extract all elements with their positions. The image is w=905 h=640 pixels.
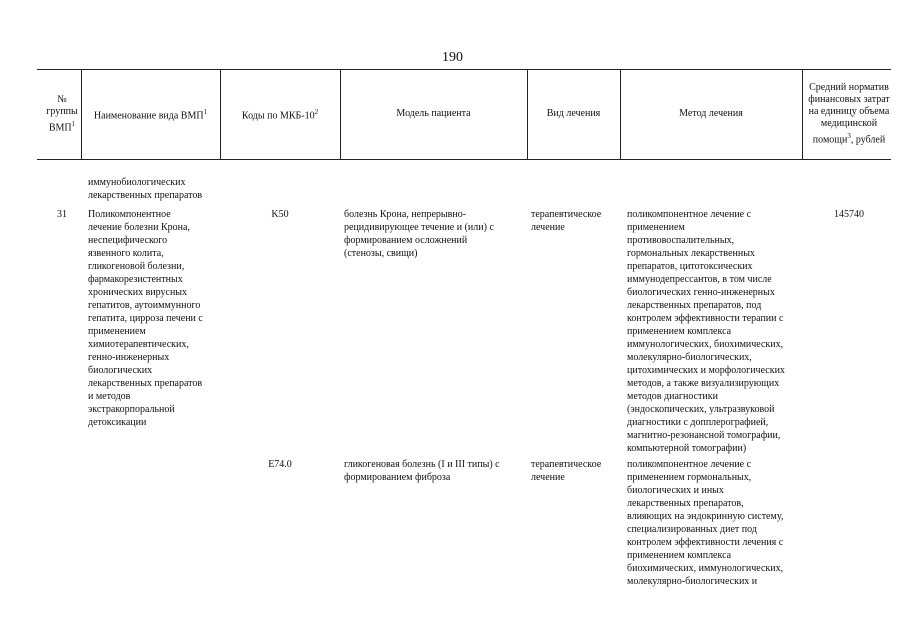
header-treatment-method: Метод лечения <box>679 108 743 119</box>
header-group-number: № группы ВМП$^1$ <box>46 93 78 134</box>
continuation-text: иммунобиологических лекарственных препаратов <box>88 177 203 201</box>
patient-model: болезнь Крона, непрерывно- рецидивирующее течение и (или) с формированием осложнений (стенозы, свищи) <box>344 209 494 259</box>
header-patient-model: Модель пациента <box>396 108 471 119</box>
treatment-type: терапевтическое лечение <box>531 459 602 483</box>
vmp-name: Поликомпонентное лечение болезни Крона, неспецифического язвенного колита, гликогеновой болезни, фармакорезистентных хронических вирусных гепатитов, аутоиммунного гепатита, цирроза печени с применением химиотерапевтических, генно-инженерных биологических лекарственных препаратов и методов экстракорпоральной детоксикации <box>88 209 203 428</box>
treatment-type: терапевтическое лечение <box>531 209 602 233</box>
header-average-cost: Средний норматив финансовых затрат на единицу объема медицинской помощи$^3$, рублей <box>808 81 890 146</box>
mkb-code: E74.0 <box>268 459 292 470</box>
average-cost: 145740 <box>834 209 864 220</box>
header-treatment-type: Вид лечения <box>546 108 601 119</box>
mkb-code: K50 <box>271 209 289 220</box>
group-number: 31 <box>57 209 67 220</box>
header-divider <box>802 69 803 159</box>
header-bottom-border <box>37 159 891 160</box>
header-mkb-codes: Коды по МКБ-$10^2$ <box>241 107 319 122</box>
treatment-method: поликомпонентное лечение с применением гормональных, биологических и иных лекарственных препаратов, влияющих на эндокринную систему, специализированных диет под контролем эффективности лечения с применением комплекса биохимических, иммунологических, молекулярно-биологических и <box>627 459 784 587</box>
page-number: 190 <box>442 50 463 65</box>
treatment-method: поликомпонентное лечение с применением противовоспалительных, гормональных лекарственных препаратов, цитотоксических иммунодепрессантов, в том числе биологических генно-инженерных лекарственных препаратов, под контролем эффективности терапии с применением комплекса иммунологических, биохимических, молекулярно-биологических, цитохимических и морфологических методов, а также визуализирующих методов диагностики (эндоскопических, ультразвуковой диагностики с допплерографией, магнитно-резонансной томографии, компьютерной томографии) <box>627 209 785 454</box>
header-vmp-name: Наименование вида ВМП$^1$ <box>93 107 208 122</box>
patient-model: гликогеновая болезнь (I и III типы) с формированием фиброза <box>344 459 500 483</box>
